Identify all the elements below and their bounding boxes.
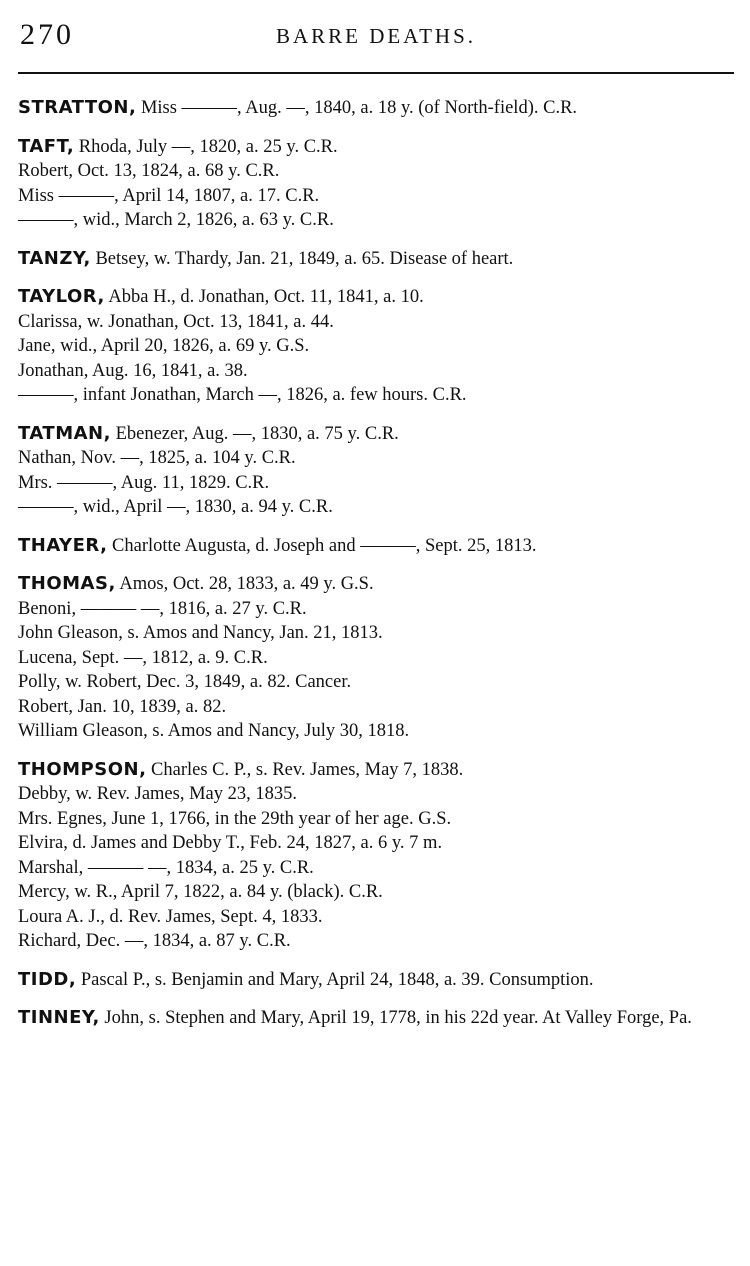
surname: TANZY, [18,247,91,269]
record-text: Debby, w. Rev. James, May 23, 1835. [18,784,297,804]
record-text: Marshal, ——— —, 1834, a. 25 y. C.R. [18,857,314,878]
entry-line [18,310,734,335]
surname: TINNEY, [18,1007,100,1028]
entry-line [18,646,734,671]
surname: TATMAN, [18,422,111,444]
entry-line [18,334,734,359]
entry-line [18,807,734,832]
record-text: Pascal P., s. Benjamin and Mary, April 24, 1848, a. 39. Consumption. [80,969,594,990]
page-header [20,18,732,58]
entry-line [18,856,734,881]
record-text: Rhoda, July —, 1820, a. 25 y. C.R. [78,136,338,157]
record-text: Polly, w. Robert, Dec. 3, 1849, a. 82. Cancer. [18,672,352,692]
record-text: Jonathan, Aug. 16, 1841, a. 38. [18,360,248,381]
record-text: Jane, wid., April 20, 1826, a. 69 y. G.S. [18,336,310,356]
entry-line [18,905,734,930]
death-entry [18,96,734,121]
record-text: Benoni, ——— —, 1816, a. 27 y. C.R. [18,598,307,619]
entry-first-line [18,758,734,783]
entry-line [18,159,734,184]
entry-line [18,670,734,695]
record-text: Amos, Oct. 28, 1833, a. 49 y. G.S. [119,574,374,594]
entry-first-line [18,285,734,310]
record-text: Lucena, Sept. —, 1812, a. 9. C.R. [18,647,268,668]
record-text: ———, infant Jonathan, March —, 1826, a. few hours. C.R. [18,385,467,405]
surname: TIDD, [18,968,77,990]
death-entry [18,534,734,559]
record-text: Elvira, d. James and Debby T., Feb. 24, 1827, a. 6 y. 7 m. [18,833,443,853]
death-entry [18,285,734,408]
record-text: Betsey, w. Thardy, Jan. 21, 1849, a. 65. Disease of heart. [95,248,514,269]
entry-line [18,929,734,954]
record-text: Abba H., d. Jonathan, Oct. 11, 1841, a. 10. [108,287,424,307]
surname: THOMPSON, [18,758,147,780]
entry-line [18,359,734,384]
entry-line [18,695,734,720]
death-entry [18,135,734,233]
record-text: Mrs. ———, Aug. 11, 1829. C.R. [18,472,270,493]
entry-line [18,831,734,856]
entry-first-line [18,135,734,160]
death-entry [18,1006,734,1031]
entry-first-line [18,968,734,993]
surname: THAYER, [18,534,108,556]
entry-line [18,782,734,807]
entry-first-line [18,1006,734,1031]
record-text: Mrs. Egnes, June 1, 1766, in the 29th year of her age. G.S. [18,808,452,829]
entry-line [18,621,734,646]
death-records [18,96,734,1045]
death-entry [18,968,734,993]
death-entry [18,247,734,272]
entry-line [18,208,734,233]
record-text: Miss ———, April 14, 1807, a. 17. C.R. [18,185,320,206]
record-text: John Gleason, s. Amos and Nancy, Jan. 21, 1813. [18,623,383,643]
surname: STRATTON, [18,97,137,118]
page-number: 270 [20,18,74,51]
entry-line [18,597,734,622]
record-text: ———, wid., April —, 1830, a. 94 y. C.R. [18,497,333,517]
entry-first-line [18,422,734,447]
record-text: Loura A. J., d. Rev. James, Sept. 4, 1833. [18,906,323,927]
surname: THOMAS, [18,573,116,594]
entry-first-line [18,572,734,597]
entry-first-line [18,247,734,272]
record-text: Robert, Oct. 13, 1824, a. 68 y. C.R. [18,161,280,181]
entry-line [18,880,734,905]
entry-first-line [18,534,734,559]
record-text: Nathan, Nov. —, 1825, a. 104 y. C.R. [18,448,296,468]
record-text: Clarissa, w. Jonathan, Oct. 13, 1841, a. 44. [18,311,334,332]
entry-line [18,719,734,744]
death-entry [18,572,734,744]
entry-line [18,383,734,408]
surname: TAYLOR, [18,286,105,307]
record-text: Richard, Dec. —, 1834, a. 87 y. C.R. [18,931,291,951]
record-text: ———, wid., March 2, 1826, a. 63 y. C.R. [18,210,334,230]
record-text: Mercy, w. R., April 7, 1822, a. 84 y. (black). C.R. [18,882,383,902]
entry-line [18,446,734,471]
entry-line [18,495,734,520]
header-rule [18,72,734,74]
record-text: Miss ———, Aug. —, 1840, a. 18 y. (of North-field). C.R. [140,98,578,118]
surname: TAFT, [18,135,75,157]
record-text: Ebenezer, Aug. —, 1830, a. 75 y. C.R. [115,423,399,444]
record-text: William Gleason, s. Amos and Nancy, July 30, 1818. [18,721,410,741]
entry-first-line [18,96,734,121]
death-entry [18,422,734,520]
record-text: Charles C. P., s. Rev. James, May 7, 1838. [151,759,464,780]
record-text: John, s. Stephen and Mary, April 19, 1778, in his 22d year. At Valley Forge, Pa. [104,1008,692,1028]
death-entry [18,758,734,954]
record-text: Charlotte Augusta, d. Joseph and ———, Sept. 25, 1813. [112,535,537,556]
record-text: Robert, Jan. 10, 1839, a. 82. [18,696,227,717]
entry-line [18,184,734,209]
running-head: BARRE DEATHS. [275,24,477,48]
entry-line [18,471,734,496]
